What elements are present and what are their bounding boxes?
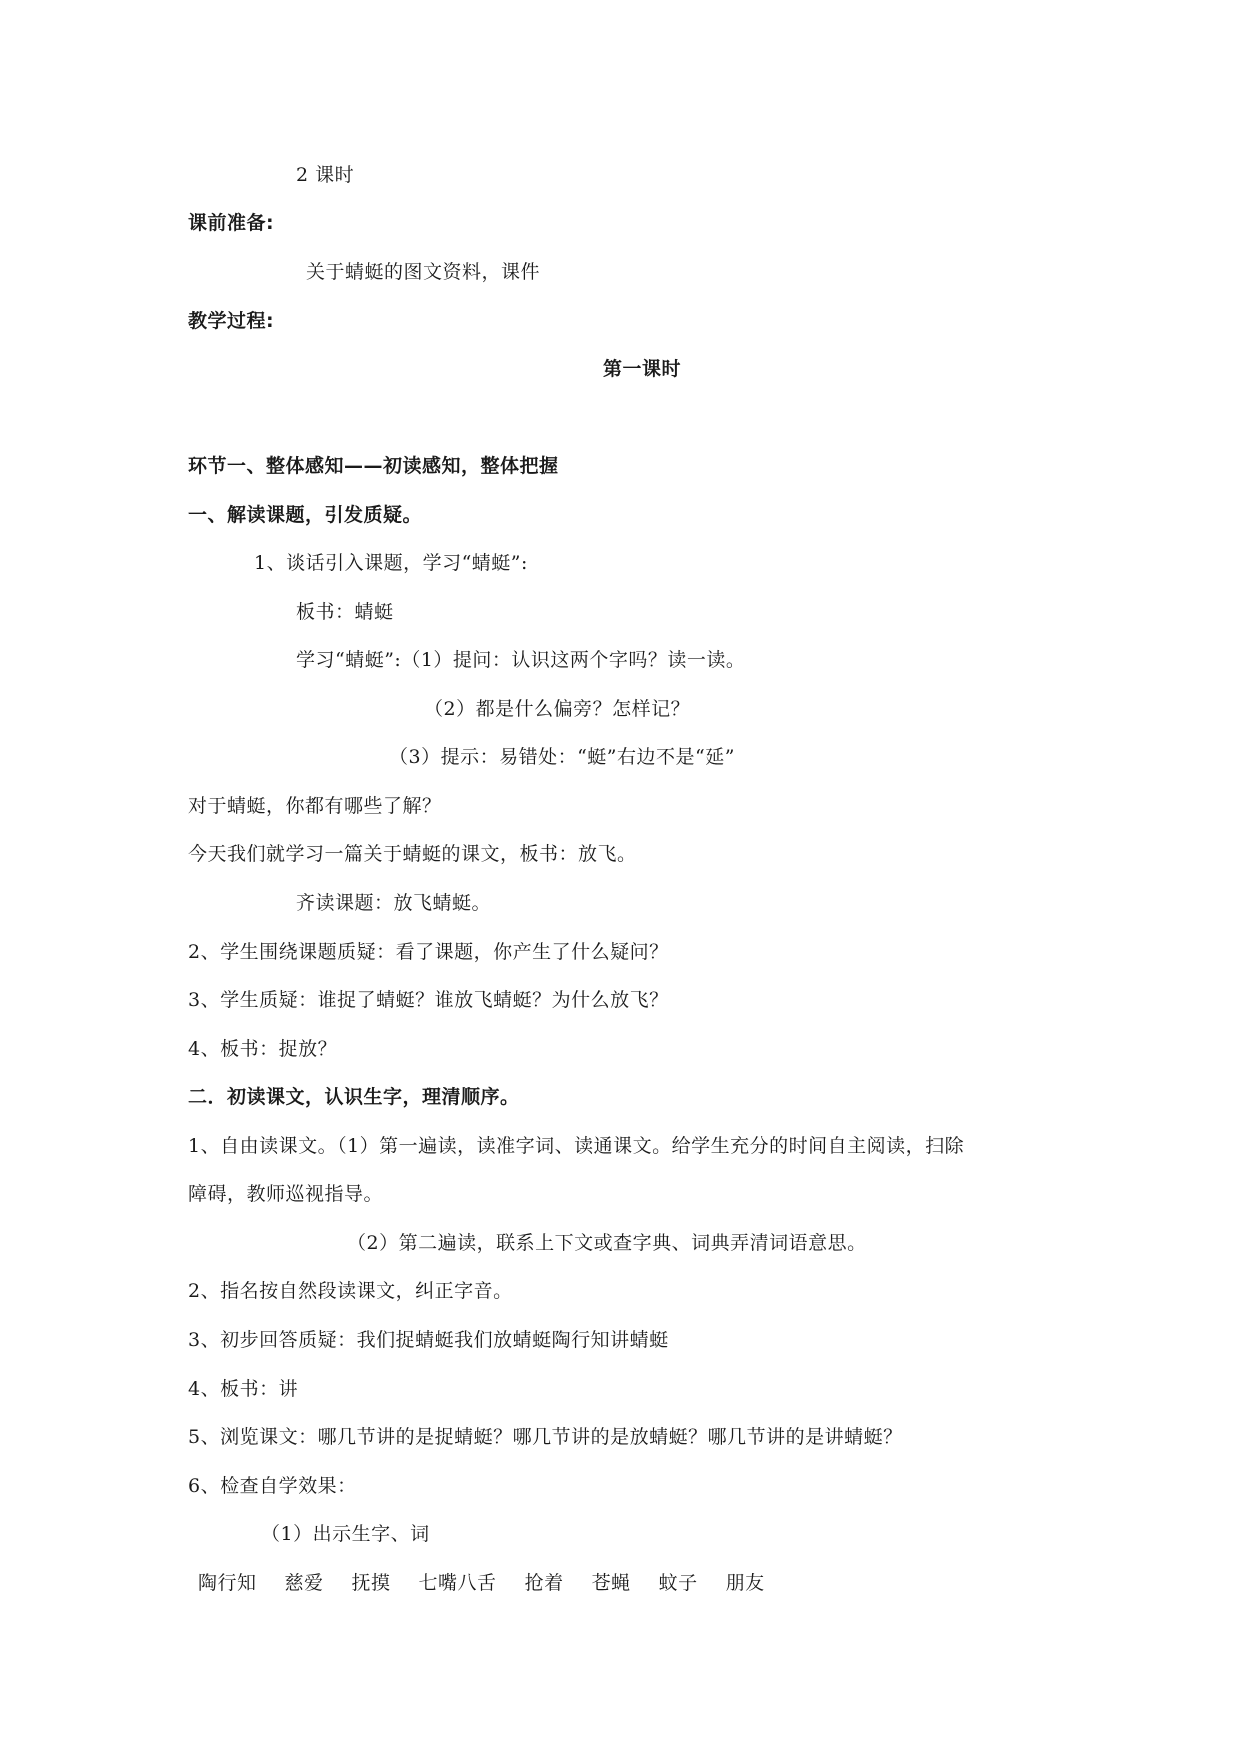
vocab-word: 苍蝇 [591, 1572, 631, 1594]
subsection-heading-2: 二．初读课文，认识生字，理清顺序。 [188, 1086, 520, 1108]
vocab-list [198, 1571, 793, 1595]
vocab-word: 抚摸 [351, 1572, 391, 1594]
paragraph: 3、初步回答质疑：我们捉蜻蜓我们放蜻蜓陶行知讲蜻蜓 [188, 1329, 669, 1351]
heading-first-lesson: 第一课时 [603, 358, 682, 380]
paragraph: 3、学生质疑：谁捉了蜻蜓？谁放飞蜻蜓？为什么放飞？ [188, 989, 669, 1011]
paragraph: 障碍，教师巡视指导。 [188, 1183, 384, 1205]
paragraph: 6、检查自学效果： [188, 1475, 357, 1497]
vocab-word: 蚊子 [658, 1572, 698, 1594]
paragraph: 1、谈话引入课题，学习“蜻蜓”: [254, 552, 528, 574]
paragraph: 4、板书：讲 [188, 1378, 299, 1400]
vocab-word: 抢着 [524, 1572, 564, 1594]
paragraph: 板书：蜻蜓 [296, 601, 394, 623]
subsection-heading-1: 一、解读课题，引发质疑。 [188, 504, 423, 526]
paragraph: 学习“蜻蜓”:（1）提问：认识这两个字吗？读一读。 [296, 649, 746, 671]
paragraph: （2）都是什么偏旁？怎样记？ [424, 698, 691, 720]
paragraph: 2、学生围绕课题质疑：看了课题，你产生了什么疑问？ [188, 941, 669, 963]
paragraph: （2）第二遍读，联系上下文或查字典、词典弄清词语意思。 [347, 1232, 867, 1254]
paragraph: 齐读课题：放飞蜻蜓。 [296, 892, 492, 914]
vocab-word: 陶行知 [198, 1572, 257, 1594]
paragraph: 2、指名按自然段读课文，纠正字音。 [188, 1280, 513, 1302]
heading-teaching-process: 教学过程: [188, 310, 275, 332]
paragraph: 今天我们就学习一篇关于蜻蜓的课文，板书：放飞。 [188, 843, 637, 865]
paragraph: （3）提示：易错处：“蜓”右边不是“延” [389, 746, 735, 768]
lesson-hours: 2 课时 [296, 164, 355, 186]
paragraph: 1、自由读课文。（1）第一遍读，读准字词、读通课文。给学生充分的时间自主阅读，扫除 [188, 1135, 965, 1157]
paragraph: （1）出示生字、词 [261, 1523, 430, 1545]
heading-preparation: 课前准备: [188, 212, 275, 234]
paragraph: 对于蜻蜓，你都有哪些了解？ [188, 795, 442, 817]
section-heading-1: 环节一、整体感知——初读感知，整体把握 [188, 455, 559, 477]
paragraph: 4、板书：捉放？ [188, 1038, 338, 1060]
paragraph: 5、浏览课文：哪几节讲的是捉蜻蜓？哪几节讲的是放蜻蜓？哪几节讲的是讲蜻蜓？ [188, 1426, 903, 1448]
vocab-word: 七嘴八舌 [418, 1572, 497, 1594]
preparation-text: 关于蜻蜓的图文资料，课件 [306, 261, 541, 283]
vocab-word: 朋友 [725, 1572, 765, 1594]
vocab-word: 慈爱 [284, 1572, 324, 1594]
